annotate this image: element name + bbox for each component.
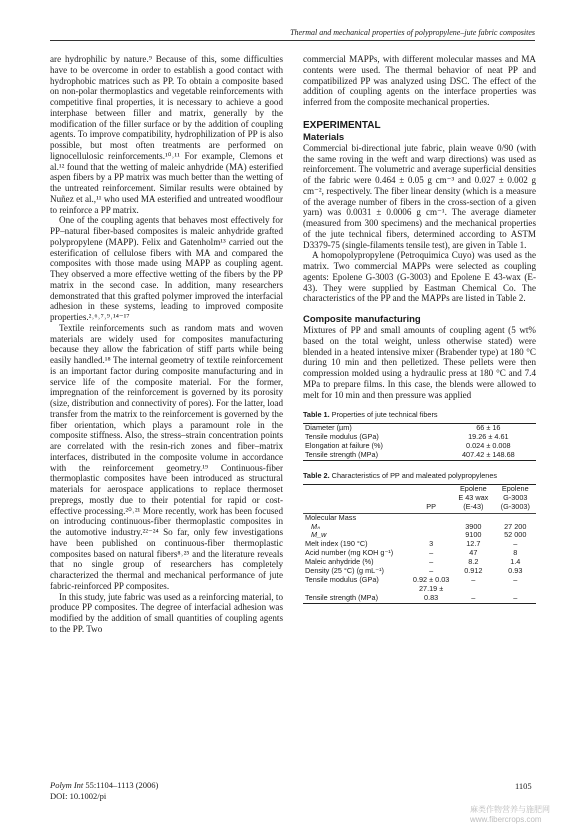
table-cell: – xyxy=(471,574,476,584)
table-2 xyxy=(303,471,536,604)
watermark: 麻类作物营养与施肥网 www.fibercrops.com xyxy=(470,805,550,824)
column-header: G-3003 xyxy=(503,492,528,502)
column-header: Epolene xyxy=(459,483,487,493)
table-cell: 27 200 xyxy=(504,521,527,531)
table-cell: 8.2 xyxy=(468,557,479,567)
table-cell: 47 xyxy=(469,548,478,558)
table-cell: – xyxy=(513,574,518,584)
doi: DOI: 10.1002/pi xyxy=(50,790,107,801)
table-header-row xyxy=(303,485,536,494)
column-header: Epolene xyxy=(501,483,529,493)
subsection-heading-materials: Materials xyxy=(303,131,345,143)
table-rule xyxy=(303,460,536,461)
table-cell: 1.4 xyxy=(510,557,521,567)
table-caption xyxy=(303,471,536,480)
table-row xyxy=(303,523,536,532)
table-cell: – xyxy=(513,539,518,549)
table-cell: Tensile modulus (GPa) xyxy=(305,574,379,584)
table-cell: 19.26 ± 4.61 xyxy=(468,432,509,442)
table-cell: – xyxy=(429,548,434,558)
table-label: Table 1. xyxy=(303,410,330,420)
column-header: (G-3003) xyxy=(500,501,530,511)
subsection-heading-manufacturing: Composite manufacturing xyxy=(303,314,421,325)
table-cell: – xyxy=(471,592,476,602)
table-cell: 407.42 ± 148.68 xyxy=(461,449,515,459)
table-cell: Elongation at failure (%) xyxy=(305,441,383,451)
column-header: PP xyxy=(426,501,436,511)
table-row xyxy=(303,585,536,603)
running-title: Thermal and mechanical properties of polypropylene–jute fabric composites xyxy=(290,28,535,37)
section-heading-experimental: EXPERIMENTAL xyxy=(303,119,381,131)
table-row xyxy=(303,514,536,523)
table-cell: – xyxy=(513,592,518,602)
table-1-grid xyxy=(303,424,536,460)
column-header: (E-43) xyxy=(463,501,484,511)
table-cell xyxy=(410,523,452,532)
right-column xyxy=(303,54,536,604)
table-cell: – xyxy=(429,557,434,567)
table-cell: 66 ± 16 xyxy=(476,423,501,433)
paragraph: Textile reinforcements such as random mats and woven materials are widely used for composites manufacturing because they allow the fabrication of stiff parts while being easily handled.¹⁸ The internal geometry of textile reinforcement is an important factor during composite manufacturing and in service life of the composite material. For the former, impregnation of the reinforcement is governed by its porosity (size, distribution and connectivity of pores). For the latter, load transfer from the matrix to the reinforcement is governed by the fiber orientation, which plays a paramount role in the composite stiffness. Also, the stress–strain concentration points are correlated with the resin-rich zones and fiber–matrix interfaces, distributed in the composite volume in accordance with the reinforcement geometry.¹⁹ Continuous-fiber thermoplastic composites have been introduced as structural materials for aerospace applications to replace thermoset prepregs, mostly due to their potential for rapid or cost-effective processing.²⁰˒²¹ More recently, work has been focused on introducing continuous-fiber thermoplastic composites in the automotive industry.²²⁻²⁴ So far, only few investigations have been published on continuous-fiber thermoplastic composites based on natural fibers⁸˒²⁵ and the literature reveals that no single group of researchers has completely characterized the thermal and mechanical performance of jute fabric-reinforced PP composites. xyxy=(50,322,283,591)
table-cell: Tensile strength (MPa) xyxy=(305,449,378,459)
table-cell: Tensile modulus (GPa) xyxy=(305,432,379,442)
table-header-row xyxy=(303,503,536,512)
journal-name: Polym Int xyxy=(50,780,84,790)
table-cell: Molecular Mass xyxy=(305,512,357,522)
table-cell: 27.19 ± 0.83 xyxy=(418,583,444,602)
table-1 xyxy=(303,410,536,461)
page-number: 1105 xyxy=(515,781,532,791)
header-rule xyxy=(50,40,535,41)
table-cell: M_w xyxy=(311,530,327,540)
table-cell: Density (25 °C) (g mL⁻¹) xyxy=(305,566,384,576)
table-cell: 0.912 xyxy=(464,566,483,576)
table-rule xyxy=(303,603,536,604)
paragraph: Mixtures of PP and small amounts of coupling agent (5 wt% based on the total weight, unless otherwise stated) were blended in a heated intensive mixer (Brabender type) at 180 °C during 10 min and then pelletized. These pellets were then compression molded using a hydraulic press at 180 °C and 7.4 MPa to prepare films. In this case, the blends were allowed to melt for 10 min and then pressure was applied xyxy=(303,325,536,400)
paragraph: are hydrophilic by nature.⁹ Because of this, some difficulties have to be overcome in order to establish a good contact with hydrophobic matrices such as PP. To obtain a composite based on non-polar thermoplastics and vegetable reinforcements with competitive final properties, it is necessary to achieve a good interphase between filler and matrix, generally by the modification of the filler surface or by the addition of coupling agents. To improve compatibility, hydrophilization of PP is also possible, but most often treatments are performed on lignocellulosic reinforcements.¹⁰˒¹¹ For example, Clemons et al.¹² found that the wetting of maleic anhydride (MA) esterified aspen fibers by a PP matrix was much better than the wetting of the untreated reinforcement. Similar results were obtained by Nuñez et al.,¹¹ who used MA esterified and untreated woodflour to reinforce a PP matrix. xyxy=(50,54,283,215)
table-cell: 9100 xyxy=(465,530,482,540)
paragraph: Commercial bi-directional jute fabric, plain weave 0/90 (with the same roving in the weft and warp directions) was used as reinforcement. The volumetric and average superficial densities of the fabric were 0.464 ± 0.05 g cm⁻³ and 0.027 ± 0.002 g cm⁻², respectively. The fiber linear density (which is a measure of the average number of fibers in the cross-section of a given yarn) was 0.0031 ± 0.0006 g cm⁻¹. The average diameter (measured from 300 specimens) and the mechanical properties of the jute technical fibers, determined according to ASTM D3379-75 (single-filaments tensile test), are given in Table 1. xyxy=(303,142,536,250)
table-caption-text: Properties of jute technical fibers xyxy=(331,410,438,420)
left-column xyxy=(50,54,283,635)
table-cell: Melt index (190 °C) xyxy=(305,539,368,549)
table-cell: – xyxy=(429,566,434,576)
paragraph: A homopolypropylene (Petroquimica Cuyo) was used as the matrix. Two commercial MAPPs were selected as coupling agents: Epolene G-3003 (G-3003) and Epolene E 43-wax (E-43). They were supplied by Eastman Chemical Co. The characteristics of the PP and the MAPPs are listed in Table 2. xyxy=(303,250,536,304)
table-label: Table 2. xyxy=(303,470,330,480)
table-cell: 0.93 xyxy=(508,566,523,576)
table-caption-text: Characteristics of PP and maleated polypropylenes xyxy=(331,470,498,480)
table-cell: Maleic anhydride (%) xyxy=(305,557,374,567)
table-2-grid xyxy=(303,485,536,603)
table-cell: 12.7 xyxy=(466,539,481,549)
table-cell: 8 xyxy=(513,548,518,558)
footer-citation xyxy=(50,780,158,801)
table-cell: Diameter (µm) xyxy=(305,423,352,433)
paragraph: One of the coupling agents that behaves most effectively for PP–natural fiber-based composites is maleic anhydride grafted polypropylene (MAPP). Felix and Gatenholm¹³ carried out the esterification of cellulose fibers with MA and compared the composites with those made using MAPP as coupling agent. They observed a more effective wetting of the fibers by the PP matrix in the second case. In addition, many researchers demonstrated that this grafted polymer improved the interfacial adhesion in these systems, leading to improved composite properties.²˒⁶˒⁷˒⁹˒¹⁴⁻¹⁷ xyxy=(50,215,283,322)
table-cell: 3 xyxy=(429,539,434,549)
journal-citation xyxy=(50,780,158,791)
column-header: E 43 wax xyxy=(458,492,489,502)
table-cell: Mₙ xyxy=(311,521,320,531)
table-cell: 3900 xyxy=(465,521,482,531)
table-caption xyxy=(303,410,536,419)
table-cell: Acid number (mg KOH g⁻¹) xyxy=(305,548,394,558)
paragraph: In this study, jute fabric was used as a reinforcing material, to produce PP composites. The degree of interfacial adhesion was modified by the addition of small quantities of coupling agents to the PP. Two xyxy=(50,591,283,634)
table-cell: 0.92 ± 0.03 xyxy=(412,574,450,584)
volume-pages: 55:1104–1113 (2006) xyxy=(83,780,159,790)
table-row xyxy=(303,451,536,460)
table-cell: 52 000 xyxy=(504,530,527,540)
paragraph: commercial MAPPs, with different molecular masses and MA contents were used. The thermal behavior of neat PP and compatibilized PP was analyzed using DSC. The effect of the addition of coupling agents on the interface properties was inferred from the composite mechanical properties. xyxy=(303,54,536,107)
table-cell: Tensile strength (MPa) xyxy=(305,592,378,602)
table-cell: 0.024 ± 0.008 xyxy=(466,441,511,451)
